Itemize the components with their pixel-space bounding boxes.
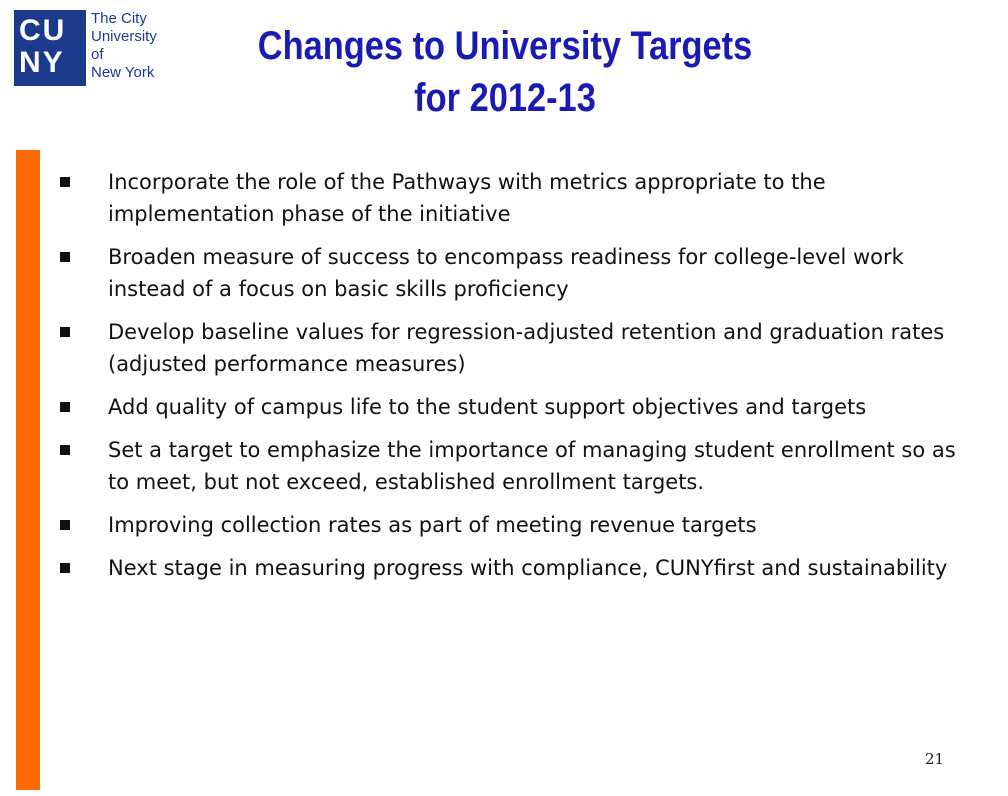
bullet-text: Develop baseline values for regression-adjusted retention and graduation rates (adjusted performance measures) <box>108 320 945 376</box>
bullet-text: Broaden measure of success to encompass readiness for college-level work instead of a focus on basic skills proficiency <box>108 245 904 301</box>
cuny-logo <box>14 10 178 86</box>
bullet-item <box>60 166 960 230</box>
logo-text-line: University <box>91 28 157 45</box>
bullet-item <box>60 434 960 498</box>
slide-title-line-2: for 2012-13 <box>414 76 596 120</box>
bullet-marker-icon <box>60 177 70 187</box>
slide-title <box>243 20 768 124</box>
bullet-item <box>60 241 960 305</box>
cuny-logo-text <box>91 10 157 82</box>
bullet-marker-icon <box>60 520 70 530</box>
bullet-text: Add quality of campus life to the student support objectives and targets <box>108 395 867 419</box>
bullet-text: Set a target to emphasize the importance of managing student enrollment so as to meet, but not exceed, established enrollment targets. <box>108 438 956 494</box>
bullet-marker-icon <box>60 563 70 573</box>
accent-bar <box>16 150 40 790</box>
bullet-text: Incorporate the role of the Pathways with metrics appropriate to the implementation phase of the initiative <box>108 170 826 226</box>
logo-text-line: of <box>91 46 104 63</box>
bullet-marker-icon <box>60 445 70 455</box>
bullet-item <box>60 552 960 584</box>
bullet-item <box>60 509 960 541</box>
bullet-text: Next stage in measuring progress with compliance, CUNYfirst and sustainability <box>108 556 948 580</box>
bullet-marker-icon <box>60 402 70 412</box>
bullet-marker-icon <box>60 252 70 262</box>
bullet-text: Improving collection rates as part of meeting revenue targets <box>108 513 757 537</box>
logo-text-line: The City <box>91 10 147 27</box>
cuny-logo-letters: CU NY <box>19 14 67 79</box>
cuny-logo-mark <box>14 10 86 86</box>
bullet-item <box>60 316 960 380</box>
page-number: 21 <box>925 750 945 768</box>
bullet-marker-icon <box>60 327 70 337</box>
logo-text-line: New York <box>91 64 155 81</box>
slide-title-line-1: Changes to University Targets <box>257 24 753 68</box>
bullet-list <box>60 166 960 595</box>
bullet-item <box>60 391 960 423</box>
